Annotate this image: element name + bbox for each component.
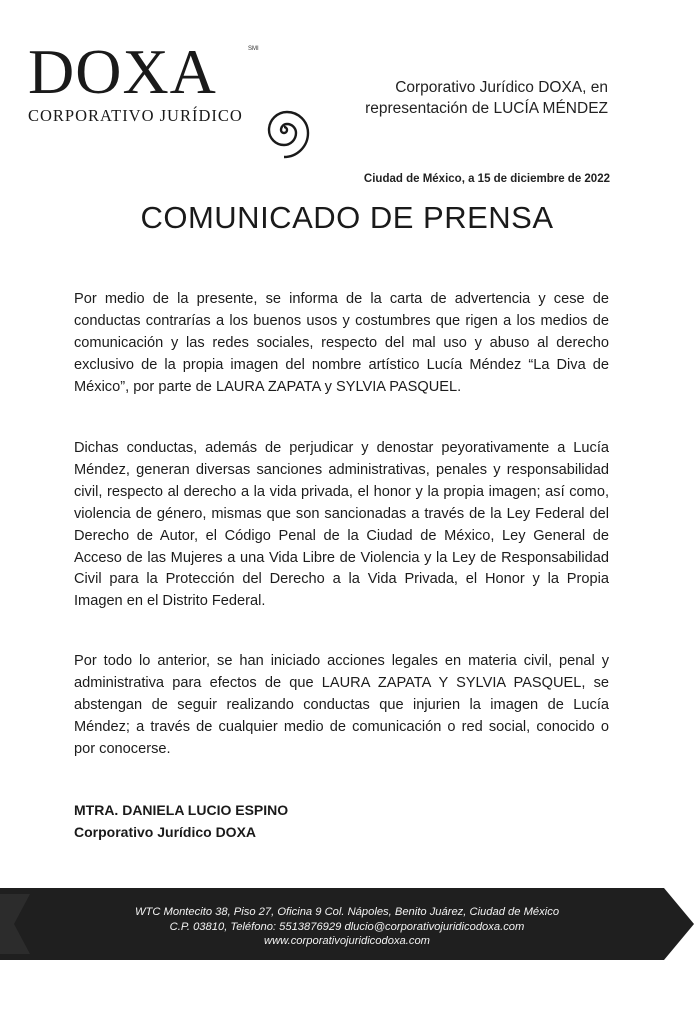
footer-phone-email: C.P. 03810, Teléfono: 5513876929 dlucio@corporativojuridicodoxa.com bbox=[169, 920, 525, 933]
footer-address: WTC Montecito 38, Piso 27, Oficina 9 Col. Nápoles, Benito Juárez, Ciudad de México bbox=[134, 906, 560, 918]
signatory-org: Corporativo Jurídico DOXA bbox=[74, 824, 257, 840]
doxa-logo bbox=[26, 36, 316, 160]
representation-note: Corporativo Jurídico DOXA, en representación de LUCÍA MÉNDEZ bbox=[365, 79, 608, 117]
footer-band bbox=[0, 888, 694, 960]
paragraph-1: Por medio de la presente, se informa de la carta de advertencia y cese de conductas contrarías a los buenos usos y costumbres que rigen a los medios de comunicación y las redes sociales, respecto del mal uso y abuso al derecho exclusivo de la propia imagen del nombre artístico Lucía Méndez “La Diva de México”, por parte de LAURA ZAPATA y SYLVIA PASQUEL. bbox=[74, 291, 609, 395]
document-date: Ciudad de México, a 15 de diciembre de 2022 bbox=[363, 173, 610, 185]
spiral-icon bbox=[252, 98, 316, 162]
logo-registered-mark: SMI bbox=[248, 46, 259, 52]
document-title: COMUNICADO DE PRENSA bbox=[140, 200, 554, 235]
logo-wordmark: DOXA bbox=[28, 36, 217, 107]
footer-website-link[interactable]: www.corporativojuridicodoxa.com bbox=[263, 935, 430, 947]
logo-subtitle: CORPORATIVO JURÍDICO bbox=[28, 106, 243, 125]
signatory-name: MTRA. DANIELA LUCIO ESPINO bbox=[74, 802, 289, 818]
signature-block bbox=[74, 799, 288, 843]
footer-contact bbox=[0, 905, 694, 949]
paragraph-3: Por todo lo anterior, se han iniciado acciones legales en materia civil, penal y administrativa para efectos de que LAURA ZAPATA Y SYLVIA PASQUEL, se abstengan de seguir realizando conductas que injurien la imagen de Lucía Méndez; a través de cualquier medio de comunicación o red social, conocido o por conocerse. bbox=[74, 653, 609, 757]
paragraph-2: Dichas conductas, además de perjudicar y denostar peyorativamente a Lucía Méndez, generan diversas sanciones administrativas, penales y responsabilidad civil, respecto al derecho a la vida privada, el honor y la propia imagen; así como, violencia de género, mismas que son sancionadas a través de la Ley Federal del Derecho de Autor, el Código Penal de la Ciudad de México, Ley General de Acceso de las Mujeres a una Vida Libre de Violencia y la Ley de Responsabilidad Civil para la Protección del Derecho a la Vida Privada, el Honor y la Propia Imagen en el Distrito Federal. bbox=[74, 440, 609, 610]
